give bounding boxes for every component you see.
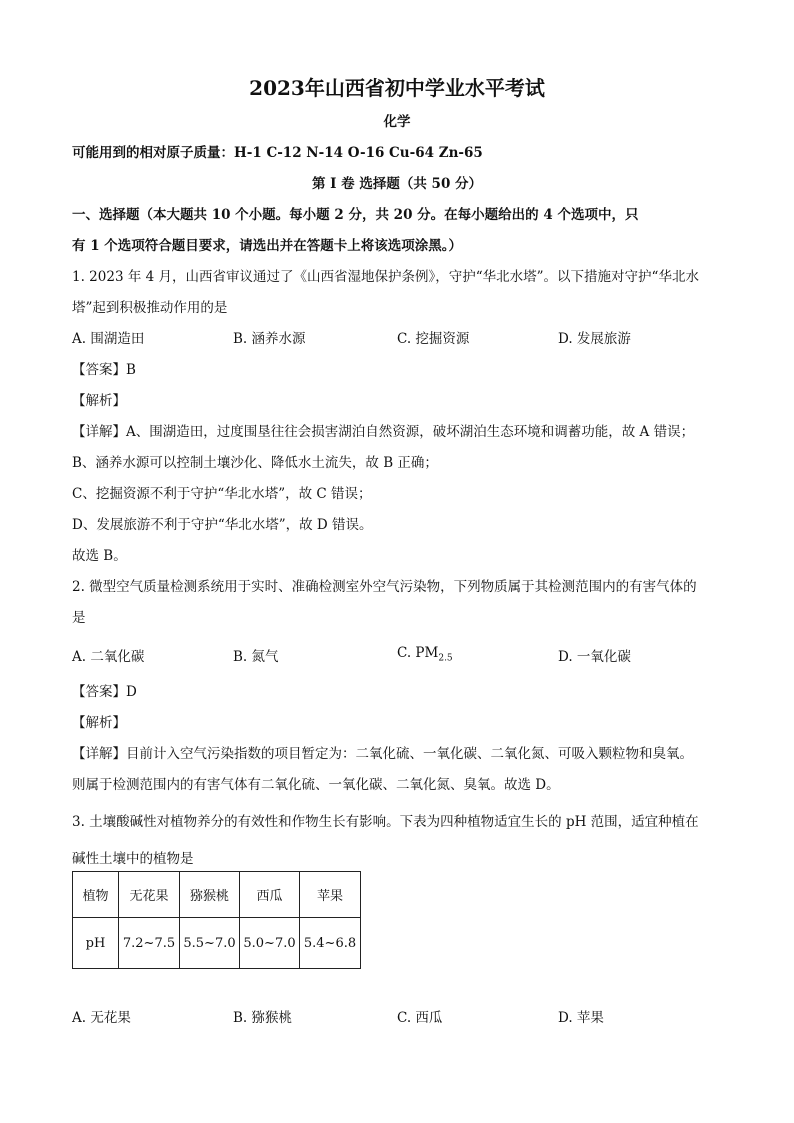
instructions-line-1: 一、选择题（本大题共 10 个小题。每小题 2 分，共 20 分。在每小题给出的 4 个选项中，只 [72,207,639,223]
q1-conclusion: 故选 B。 [72,548,127,564]
table-cell: 无花果 [119,872,180,918]
q3-option-d: D. 苹果 [558,1010,604,1026]
answer-value: B [126,362,136,378]
q1-option-a: A. 围湖造田 [72,331,145,347]
q1-detail-line-3: C、挖掘资源不利于守护“华北水塔”，故 C 错误； [72,486,372,502]
q1-detail-line-4: D、发展旅游不利于守护“华北水塔”，故 D 错误。 [72,517,373,533]
section-header: 第 I 卷 选择题（共 50 分） [311,176,483,192]
detail-label: 【详解】 [72,424,126,440]
answer-label: 【答案】 [72,362,126,378]
answer-value: D [126,684,137,700]
table-cell: 7.2~7.5 [119,918,180,969]
q1-option-d: D. 发展旅游 [558,331,631,347]
q2-option-c-text: C. PM [397,645,439,661]
table-cell: 植物 [73,872,119,918]
q2-stem-line-2: 是 [72,610,86,626]
q1-stem-line-2: 塔”起到积极推动作用的是 [72,300,228,316]
exam-title: 2023年山西省初中学业水平考试 [249,76,545,100]
table-header-row [73,872,361,918]
table-cell: 西瓜 [240,872,300,918]
q2-analysis-label: 【解析】 [72,715,126,731]
q1-answer [72,358,722,378]
q1-detail-line-1 [72,420,722,440]
table-cell: pH [73,918,119,969]
q2-detail-line-2: 则属于检测范围内的有害气体有二氧化硫、一氧化碳、二氧化氮、臭氧。故选 D。 [72,777,560,793]
q3-stem-line-2: 碱性土壤中的植物是 [72,851,194,867]
table-cell: 苹果 [300,872,361,918]
q2-answer [72,680,722,700]
q3-option-c: C. 西瓜 [397,1010,443,1026]
table-cell: 猕猴桃 [180,872,240,918]
q3-option-a: A. 无花果 [72,1010,131,1026]
answer-label: 【答案】 [72,684,126,700]
q2-option-c-subscript: 2.5 [438,653,453,664]
q2-option-d: D. 一氧化碳 [558,649,631,665]
q1-option-b: B. 涵养水源 [233,331,306,347]
q2-option-a: A. 二氧化碳 [72,649,145,665]
q2-detail-text-1: 目前计入空气污染指数的项目暂定为：二氧化硫、一氧化碳、二氧化氮、可吸入颗粒物和臭氧。 [126,746,693,762]
q1-detail-line-2: B、涵养水源可以控制土壤沙化、降低水土流失，故 B 正确； [72,455,438,471]
q3-stem-line-1: 3. 土壤酸碱性对植物养分的有效性和作物生长有影响。下表为四种植物适宜生长的 pH 范围，适宜种植在 [72,814,699,830]
instructions-line-2: 有 1 个选项符合题目要求，请选出并在答题卡上将该选项涂黑。） [72,238,463,254]
q2-option-c [397,645,453,664]
q1-stem-line-1: 1. 2023 年 4 月，山西省审议通过了《山西省湿地保护条例》，守护“华北水塔”。以下措施对守护“华北水 [72,269,699,285]
detail-label: 【详解】 [72,746,126,762]
q1-analysis-label: 【解析】 [72,393,126,409]
q2-option-b: B. 氮气 [233,649,279,665]
q1-detail-text-1: A、围湖造田，过度围垦往往会损害湖泊自然资源，破坏湖泊生态环境和调蓄功能，故 A 错误； [126,424,695,440]
subject-heading: 化学 [383,114,411,130]
q2-detail-line-1 [72,742,722,762]
q1-option-c: C. 挖掘资源 [397,331,470,347]
ph-table [72,871,361,969]
table-cell: 5.4~6.8 [300,918,361,969]
table-cell: 5.0~7.0 [240,918,300,969]
q2-stem-line-1: 2. 微型空气质量检测系统用于实时、准确检测室外空气污染物，下列物质属于其检测范围内的有害气体的 [72,579,697,595]
q3-option-b: B. 猕猴桃 [233,1010,293,1026]
table-row [73,918,361,969]
table-cell: 5.5~7.0 [180,918,240,969]
atomic-masses: 可能用到的相对原子质量：H-1 C-12 N-14 O-16 Cu-64 Zn-65 [72,145,483,161]
